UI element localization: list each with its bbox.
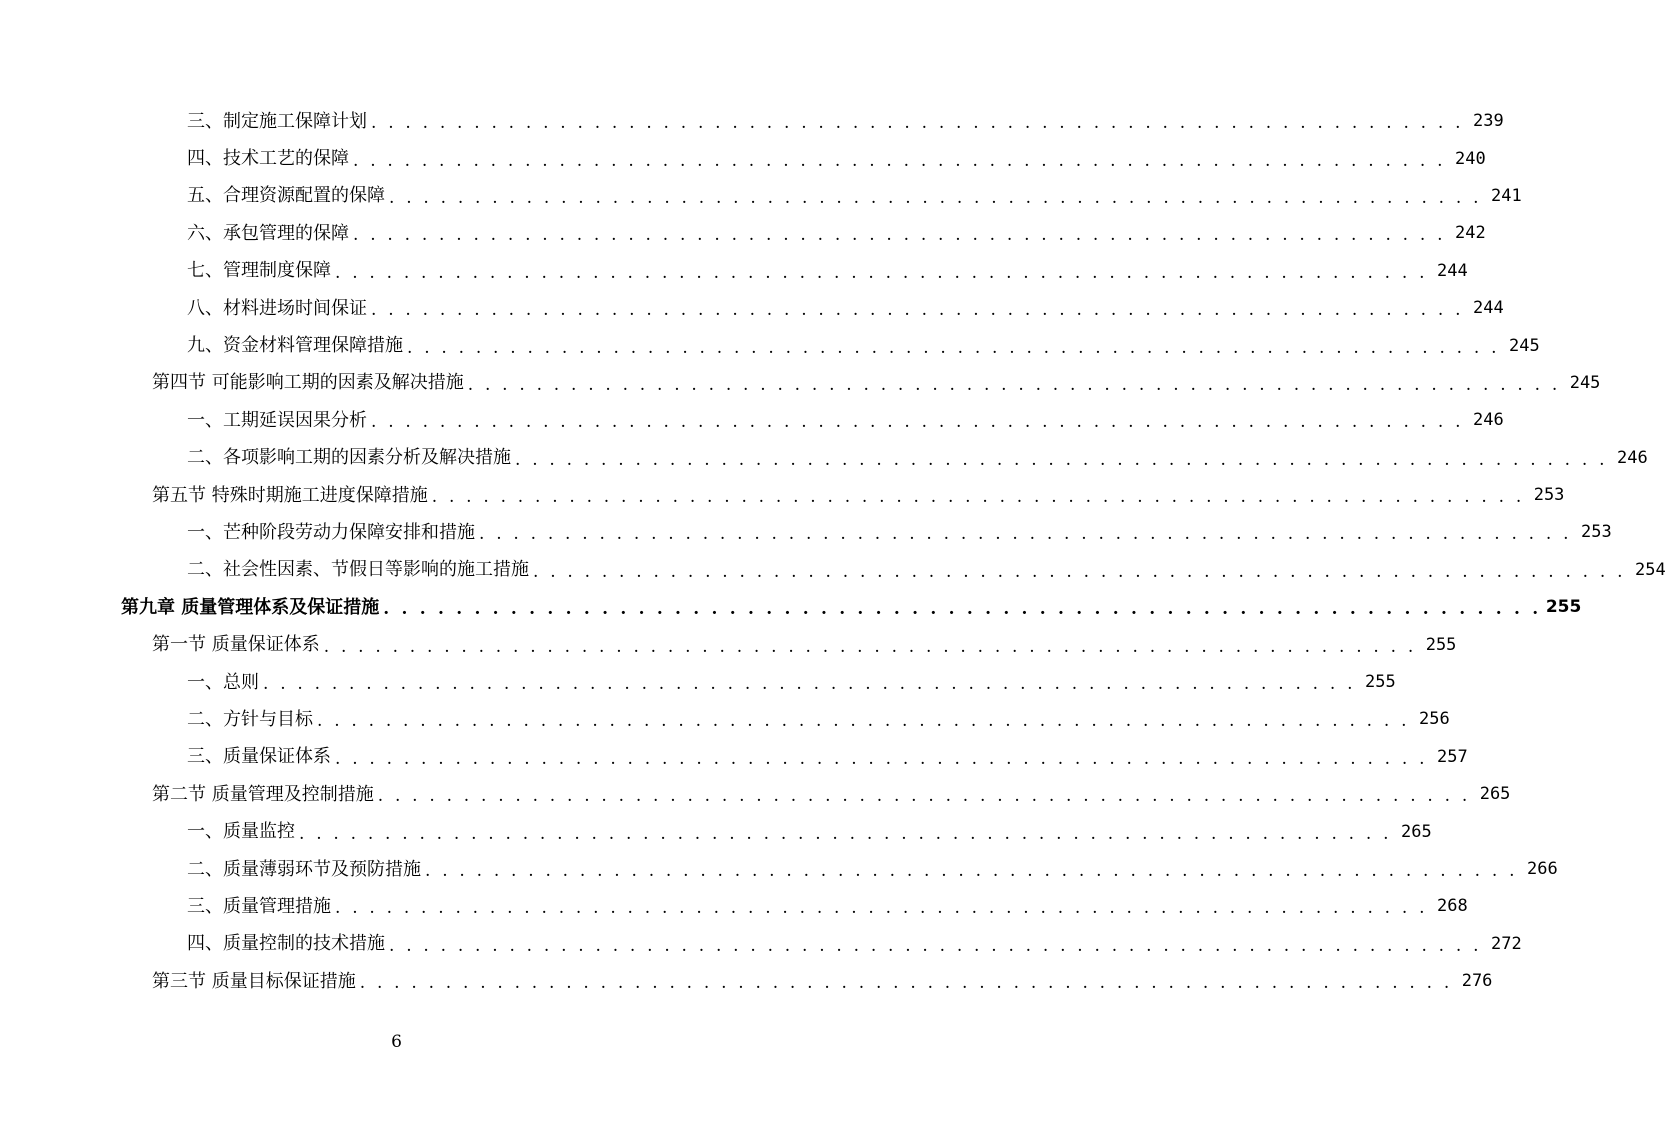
toc-entry-title: 四、质量控制的技术措施: [187, 933, 385, 955]
toc-entry-page: 253: [1580, 522, 1612, 543]
toc-entry-page: 241: [1490, 185, 1522, 206]
toc-leader-dots: . . . . . . . . . . . . . . . . . . . . . . . . . . . . . . . . . . . . . . . . . . . . . . . . . . . . . . . . . . . . . . . .: [323, 636, 1417, 657]
toc-entry-item[interactable]: [0, 402, 1504, 439]
toc-entry-page: 265: [1479, 784, 1511, 805]
page-number: 6: [391, 1032, 402, 1052]
toc-entry-title: 第四节 可能影响工期的因素及解决措施: [152, 372, 464, 394]
toc-leader-dots: . . . . . . . . . . . . . . . . . . . . . . . . . . . . . . . . . . . . . . . . . . . . . . . . . . . . . . . . . . . . . . . .: [431, 487, 1525, 508]
toc-entry-title: 第二节 质量管理及控制措施: [152, 783, 374, 805]
toc-entry-title: 八、材料进场时间保证: [187, 297, 367, 319]
toc-entry-page: 255: [1425, 634, 1457, 655]
toc-entry-page: 246: [1616, 447, 1648, 468]
toc-leader-dots: . . . . . . . . . . . . . . . . . . . . . . . . . . . . . . . . . . . . . . . . . . . . . . . . . . . . . . . . . . . . . . . .: [299, 823, 1392, 844]
toc-entry-title: 三、质量管理措施: [187, 895, 331, 917]
toc-entry-title: 三、质量保证体系: [187, 746, 331, 768]
toc-leader-dots: . . . . . . . . . . . . . . . . . . . . . . . . . . . . . . . . . . . . . . . . . . . . . . . . . . . . . . . . . . . . . . . .: [371, 412, 1464, 433]
toc-entry-page: 245: [1569, 372, 1601, 393]
toc-entry-item[interactable]: [0, 103, 1504, 140]
toc-entry-page: 244: [1436, 260, 1468, 281]
toc-entry-item[interactable]: [0, 290, 1504, 327]
toc-entry-page: 276: [1461, 971, 1493, 992]
toc-entry-item[interactable]: [0, 514, 1612, 551]
toc-entry-item[interactable]: [0, 552, 1666, 589]
toc-entry-chapter[interactable]: [0, 589, 1582, 626]
toc-leader-dots: . . . . . . . . . . . . . . . . . . . . . . . . . . . . . . . . . . . . . . . . . . . . . . . . . . . . . . . . . . . . . . . .: [389, 935, 1482, 956]
toc-leader-dots: . . . . . . . . . . . . . . . . . . . . . . . . . . . . . . . . . . . . . . . . . . . . . . . . . . . . . . . . . . . . . . . .: [335, 898, 1428, 919]
toc-entry-title: 第九章 质量管理体系及保证措施: [121, 596, 380, 618]
toc-leader-dots: . . . . . . . . . . . . . . . . . . . . . . . . . . . . . . . . . . . . . . . . . . . . . . . . . . . . . . . . . . . . . . . .: [383, 599, 1542, 620]
toc-entry-title: 七、管理制度保障: [187, 260, 331, 282]
toc-entry-page: 253: [1533, 485, 1565, 506]
toc-entry-title: 五、合理资源配置的保障: [187, 185, 385, 207]
toc-leader-dots: . . . . . . . . . . . . . . . . . . . . . . . . . . . . . . . . . . . . . . . . . . . . . . . . . . . . . . . . . . . . . . . .: [407, 337, 1500, 358]
toc-entry-page: 246: [1472, 410, 1504, 431]
toc-leader-dots: . . . . . . . . . . . . . . . . . . . . . . . . . . . . . . . . . . . . . . . . . . . . . . . . . . . . . . . . . . . . . . . .: [377, 786, 1471, 807]
toc-entry-section[interactable]: [0, 626, 1457, 663]
toc-entry-title: 二、方针与目标: [187, 708, 313, 730]
toc-leader-dots: . . . . . . . . . . . . . . . . . . . . . . . . . . . . . . . . . . . . . . . . . . . . . . . . . . . . . . . . . . . . . . . .: [389, 187, 1482, 208]
toc-entry-title: 第三节 质量目标保证措施: [152, 970, 356, 992]
toc-leader-dots: . . . . . . . . . . . . . . . . . . . . . . . . . . . . . . . . . . . . . . . . . . . . . . . . . . . . . . . . . . . . . . . .: [479, 524, 1572, 545]
toc-entry-item[interactable]: [0, 851, 1558, 888]
toc-leader-dots: . . . . . . . . . . . . . . . . . . . . . . . . . . . . . . . . . . . . . . . . . . . . . . . . . . . . . . . . . . . . . . . .: [335, 748, 1428, 769]
toc-entry-title: 四、技术工艺的保障: [187, 148, 349, 170]
toc-entry-title: 二、社会性因素、节假日等影响的施工措施: [187, 559, 529, 581]
toc-leader-dots: . . . . . . . . . . . . . . . . . . . . . . . . . . . . . . . . . . . . . . . . . . . . . . . . . . . . . . . . . . . . . . . .: [533, 561, 1626, 582]
toc-entry-page: 239: [1472, 111, 1504, 132]
toc-leader-dots: . . . . . . . . . . . . . . . . . . . . . . . . . . . . . . . . . . . . . . . . . . . . . . . . . . . . . . . . . . . . . . . .: [353, 150, 1446, 171]
toc-leader-dots: . . . . . . . . . . . . . . . . . . . . . . . . . . . . . . . . . . . . . . . . . . . . . . . . . . . . . . . . . . . . . . . .: [317, 711, 1410, 732]
toc-entry-title: 九、资金材料管理保障措施: [187, 335, 403, 357]
toc-entry-item[interactable]: [0, 178, 1522, 215]
toc-entry-page: 242: [1454, 223, 1486, 244]
toc-entry-page: 255: [1545, 597, 1582, 618]
toc-leader-dots: . . . . . . . . . . . . . . . . . . . . . . . . . . . . . . . . . . . . . . . . . . . . . . . . . . . . . . . . . . . . . . . .: [359, 973, 1453, 994]
toc-entry-section[interactable]: [0, 963, 1493, 1000]
toc-entry-page: 265: [1400, 821, 1432, 842]
toc-entry-page: 240: [1454, 148, 1486, 169]
toc-entry-item[interactable]: [0, 327, 1540, 364]
toc-entry-title: 第五节 特殊时期施工进度保障措施: [152, 484, 428, 506]
toc-entry-item[interactable]: [0, 140, 1486, 177]
toc-entry-section[interactable]: [0, 365, 1601, 402]
toc-leader-dots: . . . . . . . . . . . . . . . . . . . . . . . . . . . . . . . . . . . . . . . . . . . . . . . . . . . . . . . . . . . . . . . .: [425, 861, 1518, 881]
toc-entry-item[interactable]: [0, 440, 1648, 477]
toc-entry-page: 266: [1526, 859, 1558, 879]
toc-leader-dots: . . . . . . . . . . . . . . . . . . . . . . . . . . . . . . . . . . . . . . . . . . . . . . . . . . . . . . . . . . . . . . . .: [263, 674, 1356, 695]
toc-entry-title: 一、芒种阶段劳动力保障安排和措施: [187, 521, 475, 543]
toc-entry-page: 256: [1418, 709, 1450, 730]
toc-entry-item[interactable]: [0, 664, 1396, 701]
toc-entry-title: 二、质量薄弱环节及预防措施: [187, 858, 421, 880]
toc-entry-section[interactable]: [0, 776, 1511, 813]
toc-entry-item[interactable]: [0, 926, 1522, 963]
toc-entry-title: 第一节 质量保证体系: [152, 634, 320, 656]
toc-entry-item[interactable]: [0, 813, 1432, 850]
toc-entry-item[interactable]: [0, 739, 1468, 776]
toc-entry-item[interactable]: [0, 253, 1468, 290]
toc-entry-item[interactable]: [0, 701, 1450, 738]
toc-leader-dots: . . . . . . . . . . . . . . . . . . . . . . . . . . . . . . . . . . . . . . . . . . . . . . . . . . . . . . . . . . . . . . . .: [467, 374, 1561, 395]
toc-entry-title: 三、制定施工保障计划: [187, 110, 367, 132]
toc-entry-item[interactable]: [0, 888, 1468, 925]
table-of-contents: [0, 103, 1666, 1000]
toc-leader-dots: . . . . . . . . . . . . . . . . . . . . . . . . . . . . . . . . . . . . . . . . . . . . . . . . . . . . . . . . . . . . . . . .: [371, 113, 1464, 134]
toc-entry-page: 255: [1364, 672, 1396, 693]
toc-leader-dots: . . . . . . . . . . . . . . . . . . . . . . . . . . . . . . . . . . . . . . . . . . . . . . . . . . . . . . . . . . . . . . . .: [335, 262, 1428, 283]
toc-leader-dots: . . . . . . . . . . . . . . . . . . . . . . . . . . . . . . . . . . . . . . . . . . . . . . . . . . . . . . . . . . . . . . . .: [371, 300, 1464, 321]
toc-entry-title: 一、工期延误因果分析: [187, 409, 367, 431]
toc-leader-dots: . . . . . . . . . . . . . . . . . . . . . . . . . . . . . . . . . . . . . . . . . . . . . . . . . . . . . . . . . . . . . . . .: [515, 449, 1608, 470]
toc-entry-item[interactable]: [0, 215, 1486, 252]
toc-entry-page: 272: [1490, 933, 1522, 954]
toc-entry-page: 268: [1436, 896, 1468, 917]
toc-leader-dots: . . . . . . . . . . . . . . . . . . . . . . . . . . . . . . . . . . . . . . . . . . . . . . . . . . . . . . . . . . . . . . . .: [353, 225, 1446, 246]
toc-entry-title: 二、各项影响工期的因素分析及解决措施: [187, 447, 511, 469]
toc-entry-title: 一、质量监控: [187, 821, 295, 843]
toc-entry-page: 245: [1508, 335, 1540, 356]
toc-entry-page: 257: [1436, 746, 1468, 767]
toc-entry-page: 254: [1634, 559, 1666, 580]
toc-entry-page: 244: [1472, 298, 1504, 319]
toc-entry-section[interactable]: [0, 477, 1565, 514]
toc-entry-title: 一、总则: [187, 671, 259, 693]
toc-entry-title: 六、承包管理的保障: [187, 222, 349, 244]
